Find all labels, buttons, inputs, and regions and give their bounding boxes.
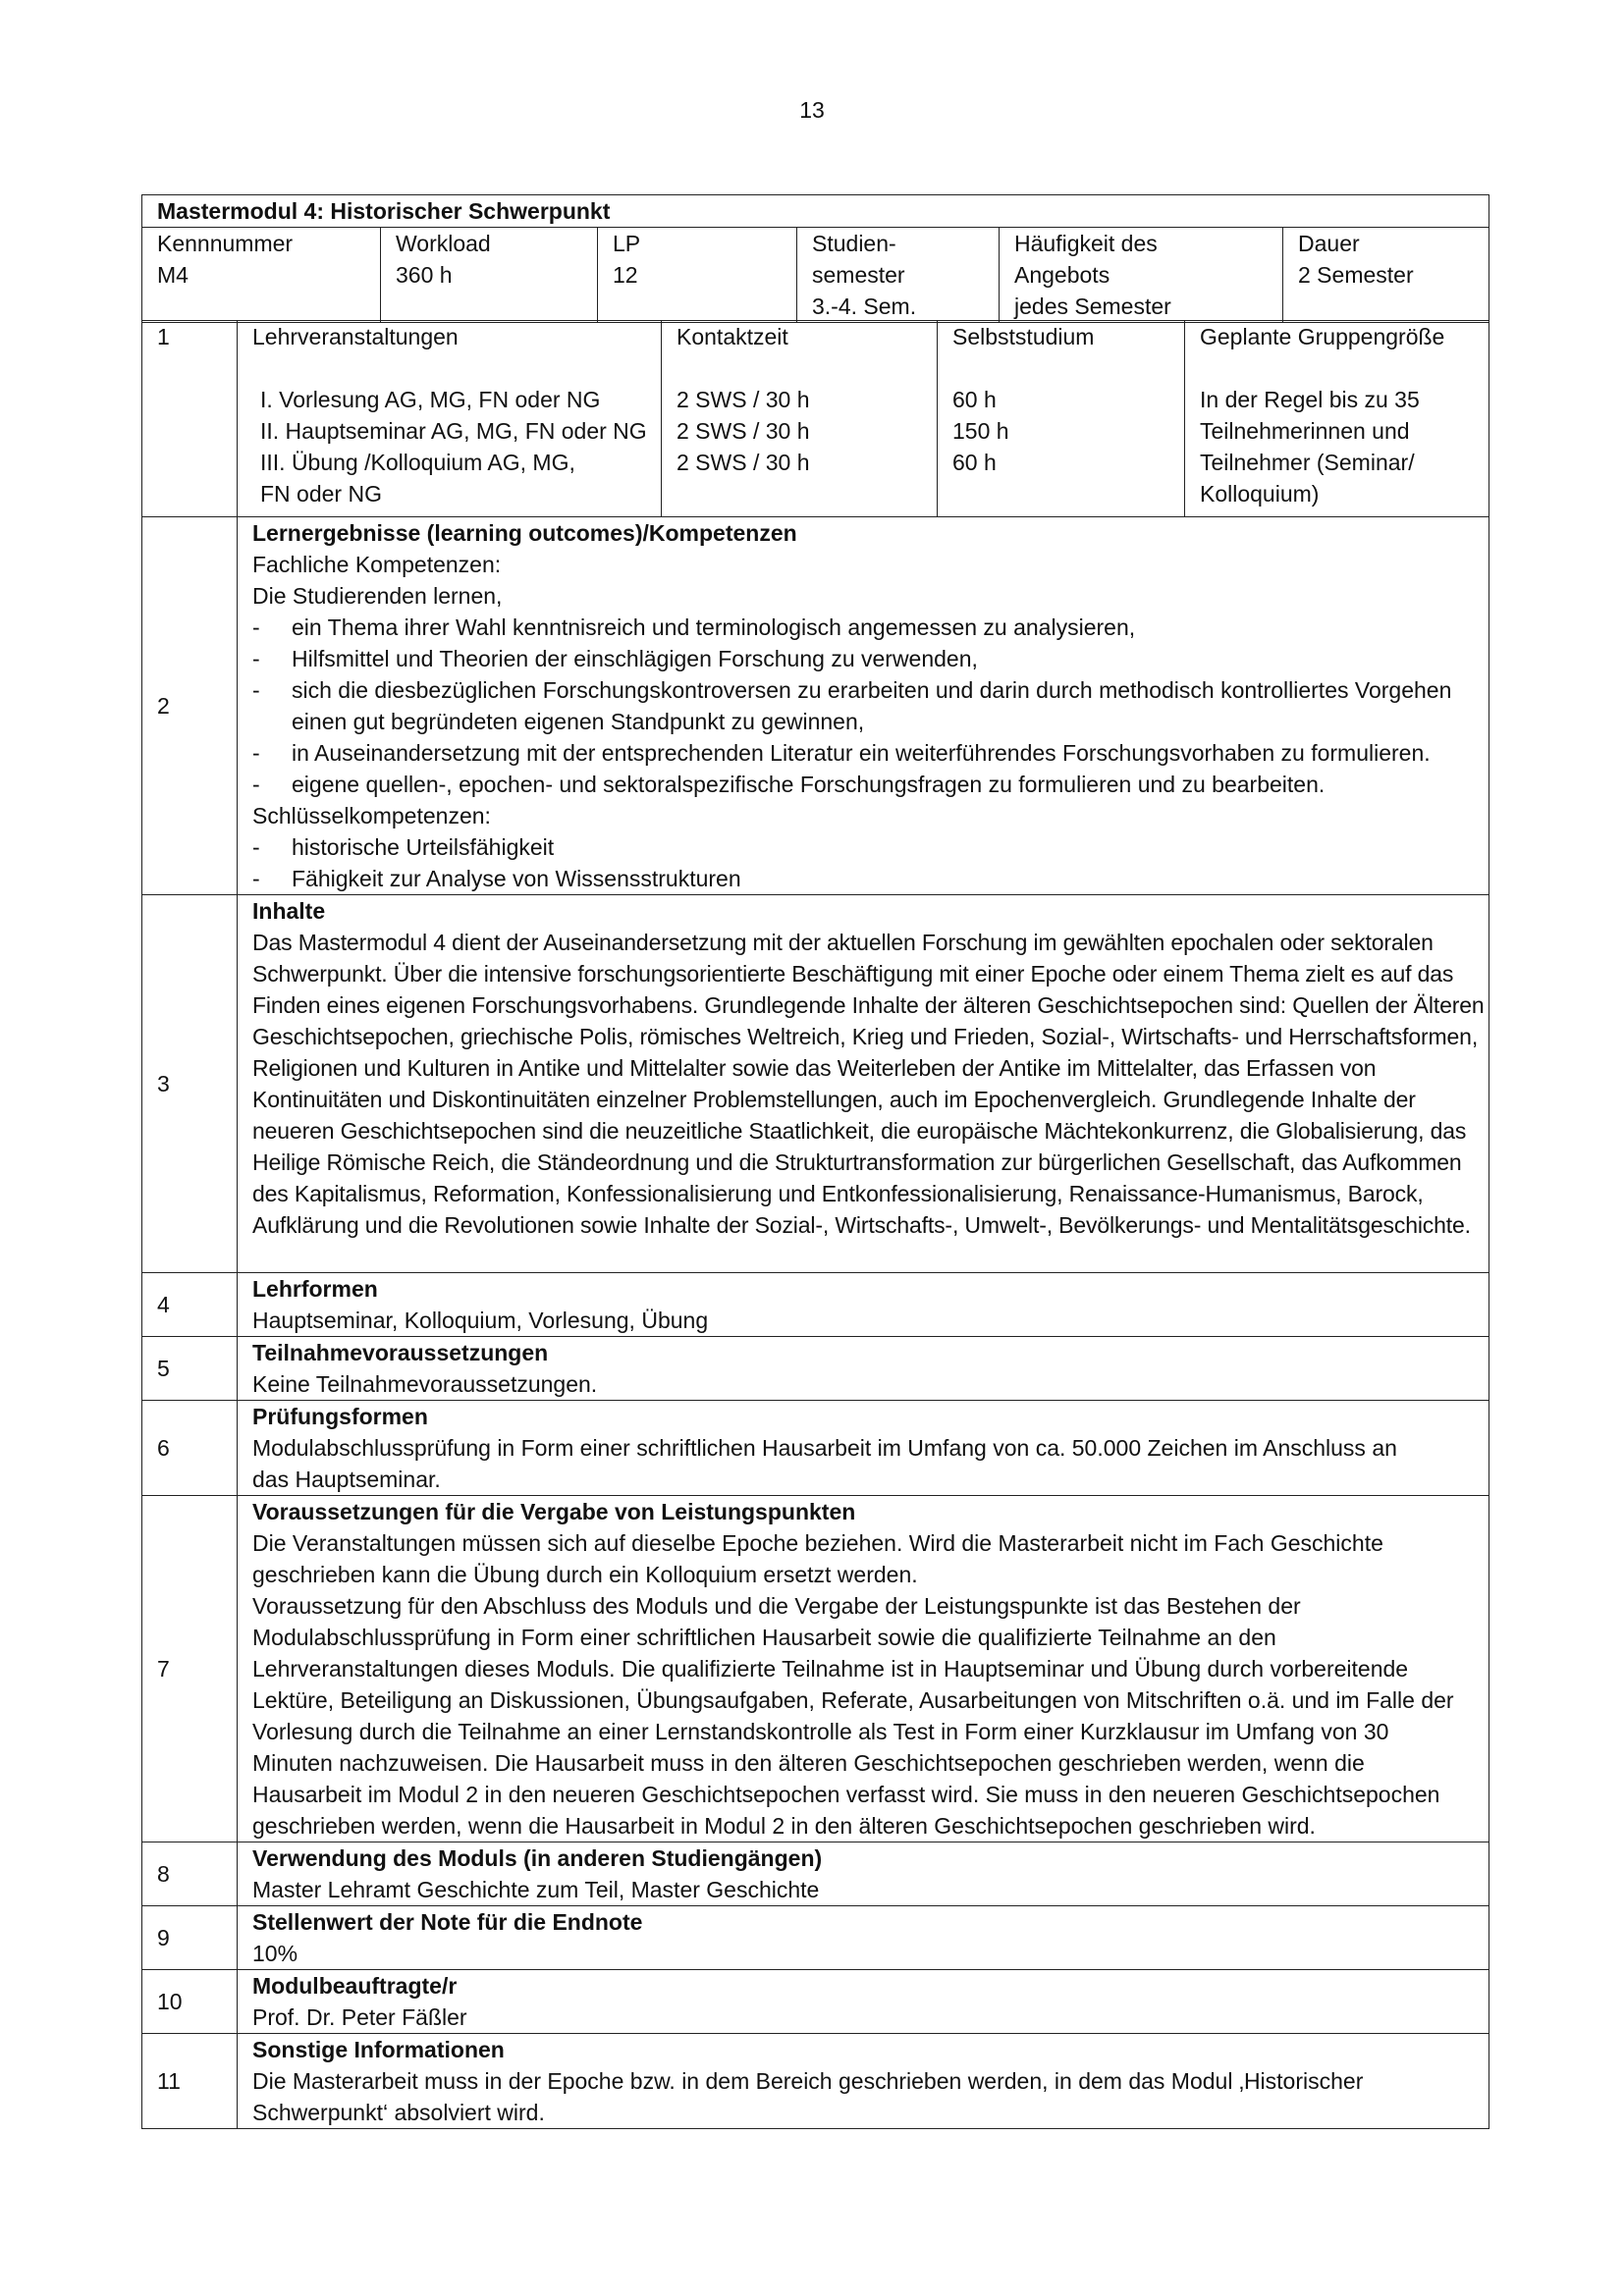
voraussetzungen-cell (238, 1496, 1489, 1842)
sonstige-title: Sonstige Informationen (252, 2037, 505, 2062)
courses-cell (238, 321, 662, 517)
stellenwert-cell (238, 1906, 1489, 1970)
haeufigkeit-label-2: Angebots (1014, 262, 1110, 288)
kompetenz-item: - in Auseinandersetzung mit der entsprechenden Literatur ein weiterführendes Forschungsvorhaben zu formulieren. (252, 737, 1489, 769)
kompetenz-item: - ein Thema ihrer Wahl kenntnisreich und terminologisch angemessen zu analysieren, (252, 612, 1489, 643)
gruppengroesse-cell (1185, 321, 1489, 517)
row-number: 5 (142, 1337, 238, 1401)
workload-label: Workload (396, 231, 491, 256)
course-selbststudium: 60 h (952, 387, 997, 412)
kennnummer-cell (142, 228, 381, 323)
lehrformen-cell (238, 1273, 1489, 1337)
course-kontaktzeit: 2 SWS / 30 h (677, 387, 810, 412)
workload-value: 360 h (396, 262, 453, 288)
lernergebnisse-cell (238, 517, 1489, 895)
kompetenz-item: - eigene quellen-, epochen- und sektoralspezifische Forschungsfragen zu formulieren und zu bearbeiten. (252, 769, 1489, 800)
gruppengroesse-line: Teilnehmerinnen und (1200, 418, 1410, 444)
workload-cell (381, 228, 598, 323)
stellenwert-text: 10% (252, 1941, 298, 1966)
row-number: 2 (142, 517, 238, 895)
kontaktzeit-cell (662, 321, 938, 517)
schluesselkompetenzen-label: Schlüsselkompetenzen: (252, 803, 491, 828)
lp-value: 12 (613, 262, 638, 288)
haeufigkeit-value: jedes Semester (1014, 294, 1171, 319)
course-selbststudium: 150 h (952, 418, 1009, 444)
row-number: 10 (142, 1970, 238, 2034)
row-number: 3 (142, 895, 238, 1273)
pruefung-cell (238, 1401, 1489, 1496)
row-number: 11 (142, 2034, 238, 2129)
row-number: 8 (142, 1842, 238, 1906)
kontaktzeit-label: Kontaktzeit (677, 324, 788, 349)
course-name: I. Vorlesung AG, MG, FN oder NG (260, 387, 601, 412)
selbststudium-cell (938, 321, 1185, 517)
fachliche-kompetenzen-label: Fachliche Kompetenzen: (252, 552, 502, 577)
gruppengroesse-line: Teilnehmer (Seminar/ (1200, 450, 1415, 475)
lehrformen-title: Lehrformen (252, 1276, 378, 1302)
kompetenz-item: - sich die diesbezüglichen Forschungskontroversen zu erarbeiten und darin durch methodisch kontrolliertes Vorgehen einen gut begründeten eigenen Standpunkt zu gewinnen, (252, 674, 1489, 737)
gruppengroesse-label: Geplante Gruppengröße (1200, 324, 1445, 349)
sonstige-text: Die Masterarbeit muss in der Epoche bzw. in dem Bereich geschrieben werden, in dem das Modul ‚Historischer Schwerpunkt‘ absolviert wird. (252, 2068, 1364, 2125)
row-number: 9 (142, 1906, 238, 1970)
module-title: Mastermodul 4: Historischer Schwerpunkt (142, 195, 1489, 228)
voraussetzungen-text-1: Die Veranstaltungen müssen sich auf dieselbe Epoche beziehen. Wird die Masterarbeit nicht im Fach Geschichte geschrieben kann die Übung durch ein Kolloquium ersetzt werden. (252, 1530, 1383, 1587)
course-selbststudium: 60 h (952, 450, 997, 475)
haeufigkeit-label-1: Häufigkeit des (1014, 231, 1158, 256)
schluesselkompetenz-item: - Fähigkeit zur Analyse von Wissensstrukturen (252, 863, 1489, 894)
gruppengroesse-line: Kolloquium) (1200, 481, 1320, 507)
gruppengroesse-line: In der Regel bis zu 35 (1200, 387, 1420, 412)
course-name-continued: FN oder NG (260, 481, 382, 507)
voraussetzungen-text-2: Voraussetzung für den Abschluss des Moduls und die Vergabe der Leistungspunkte ist das Bestehen der Modulabschlussprüfung in Form einer schriftlichen Hausarbeit sowie die qualifizierte Teilnahme an den Lehrveranstaltungen dieses Moduls. Die qualifizierte Teilnahme ist in Hauptseminar und Übung durch vorbereitende Lektüre, Beteiligung an Diskussionen, Übungsaufgaben, Referate, Ausarbeitungen von Mitschriften o.ä. und im Falle der Vorlesung durch die Teilnahme an einer Lernstandskontrolle als Test in Form einer Kurzklausur im Umfang von 30 Minuten nachzuweisen. Die Hausarbeit muss in den älteren Geschichtsepochen geschrieben werden, wenn die Hausarbeit im Modul 2 in den neueren Geschichtsepochen verfasst wird. Sie muss in den neueren Geschichtsepochen geschrieben werden, wenn die Hausarbeit in Modul 2 in den älteren Geschichtsepochen geschrieben wird. (252, 1593, 1454, 1839)
course-kontaktzeit: 2 SWS / 30 h (677, 418, 810, 444)
stellenwert-title: Stellenwert der Note für die Endnote (252, 1909, 643, 1935)
lernergebnisse-title: Lernergebnisse (learning outcomes)/Kompetenzen (252, 520, 797, 546)
beauftragte-text: Prof. Dr. Peter Fäßler (252, 2004, 467, 2030)
lehrveranstaltungen-label: Lehrveranstaltungen (252, 324, 459, 349)
lp-label: LP (613, 231, 641, 256)
pruefung-text: Modulabschlussprüfung in Form einer schriftlichen Hausarbeit im Umfang von ca. 50.000 Zeichen im Anschluss an das Hauptseminar. (252, 1435, 1397, 1492)
row-number: 1 (142, 321, 238, 517)
row-number: 4 (142, 1273, 238, 1337)
inhalte-text: Das Mastermodul 4 dient der Auseinandersetzung mit der aktuellen Forschung im gewählten epochalen oder sektoralen Schwerpunkt. Über die intensive forschungsorientierte Beschäftigung mit einer Epoche oder einem Thema zielt es auf das Finden eines eigenen Forschungsvorhabens. Grundlegende Inhalte der älteren Geschichtsepochen sind: Quellen der Älteren Geschichtsepochen, griechische Polis, römisches Weltreich, Krieg und Frieden, Sozial-, Wirtschafts- und Herrschaftsformen, Religionen und Kulturen in Antike und Mittelalter sowie das Weiterleben der Antike im Mittelalter, das Erfassen von Kontinuitäten und Diskontinuitäten einzelner Problemstellungen, auch im Epochenvergleich. Grundlegende Inhalte der neueren Geschichtsepochen sind die neuzeitliche Staatlichkeit, die europäische Mächtekonkurrenz, die Globalisierung, das Heilige Römische Reich, die Ständeordnung und die Strukturtransformation zur bürgerlichen Gesellschaft, das Aufkommen des Kapitalismus, Reformation, Konfessionalisierung und Entkonfessionalisierung, Renaissance-Humanismus, Barock, Aufklärung und die Revolutionen sowie Inhalte der Sozial-, Wirtschafts-, Umwelt-, Bevölkerungs- und Mentalitätsgeschichte. (252, 930, 1485, 1238)
voraussetzungen-title: Voraussetzungen für die Vergabe von Leistungspunkten (252, 1499, 856, 1524)
teilnahme-cell (238, 1337, 1489, 1401)
lp-cell (598, 228, 797, 323)
row-number: 6 (142, 1401, 238, 1496)
teilnahme-title: Teilnahmevoraussetzungen (252, 1340, 549, 1365)
sonstige-cell (238, 2034, 1489, 2129)
beauftragte-cell (238, 1970, 1489, 2034)
course-kontaktzeit: 2 SWS / 30 h (677, 450, 810, 475)
lernergebnisse-intro: Die Studierenden lernen, (252, 583, 503, 609)
page-number: 13 (799, 97, 825, 123)
studiensemester-label-1: Studien- (812, 231, 896, 256)
inhalte-title: Inhalte (252, 898, 326, 924)
studiensemester-label-2: semester (812, 262, 905, 288)
module-details-table (141, 320, 1489, 2129)
kennnummer-label: Kennnummer (157, 231, 294, 256)
schluesselkompetenz-item: - historische Urteilsfähigkeit (252, 831, 1489, 863)
haeufigkeit-cell (1000, 228, 1283, 323)
studiensemester-cell (797, 228, 1000, 323)
row-number: 7 (142, 1496, 238, 1842)
dauer-value: 2 Semester (1298, 262, 1414, 288)
module-header-table (141, 194, 1489, 323)
studiensemester-value: 3.-4. Sem. (812, 294, 917, 319)
verwendung-cell (238, 1842, 1489, 1906)
course-name: II. Hauptseminar AG, MG, FN oder NG (260, 418, 647, 444)
verwendung-title: Verwendung des Moduls (in anderen Studiengängen) (252, 1845, 823, 1871)
beauftragte-title: Modulbeauftragte/r (252, 1973, 458, 1999)
verwendung-text: Master Lehramt Geschichte zum Teil, Master Geschichte (252, 1877, 820, 1902)
kennnummer-value: M4 (157, 262, 189, 288)
teilnahme-text: Keine Teilnahmevoraussetzungen. (252, 1371, 598, 1397)
course-name: III. Übung /Kolloquium AG, MG, (260, 450, 575, 475)
kompetenz-item: - Hilfsmittel und Theorien der einschlägigen Forschung zu verwenden, (252, 643, 1489, 674)
dauer-label: Dauer (1298, 231, 1360, 256)
selbststudium-label: Selbststudium (952, 324, 1095, 349)
pruefung-title: Prüfungsformen (252, 1404, 428, 1429)
inhalte-cell (238, 895, 1489, 1273)
lehrformen-text: Hauptseminar, Kolloquium, Vorlesung, Übung (252, 1308, 709, 1333)
dauer-cell (1283, 228, 1489, 323)
